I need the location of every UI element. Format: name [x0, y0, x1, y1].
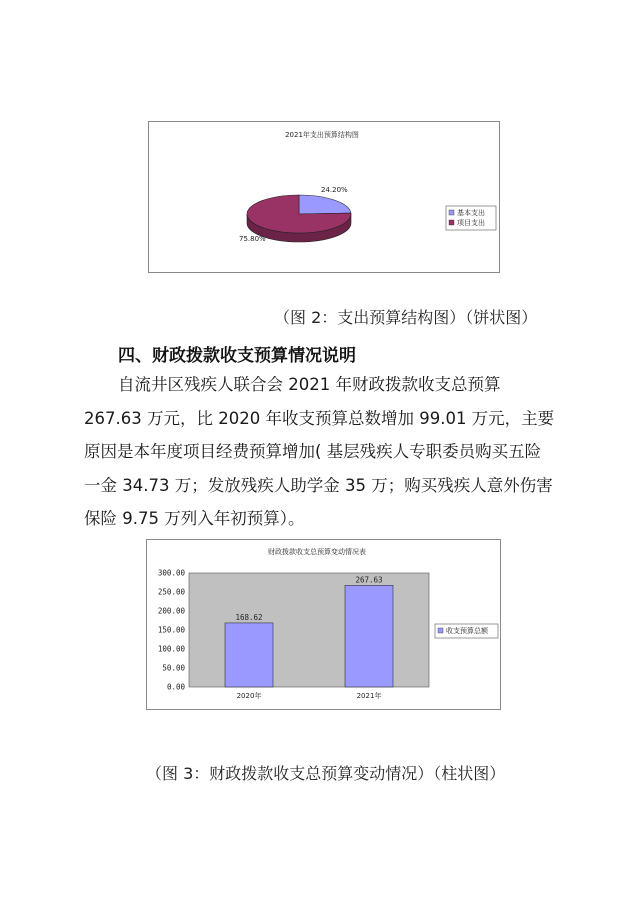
- pie-caption: （图 2：支出预算结构图）（饼状图）: [274, 308, 538, 327]
- y-tick-label: 100.00: [157, 644, 185, 654]
- bar: [345, 585, 393, 687]
- bar-chart-title: 财政拨款收支总预算变动情况表: [268, 548, 366, 556]
- bar-value-label: 168.62: [235, 612, 263, 622]
- y-tick-label: 250.00: [157, 587, 185, 597]
- y-tick-label: 200.00: [157, 606, 185, 616]
- paragraph-line: 保险 9.75 万列入年初预算）。: [84, 509, 305, 528]
- pie-slice-basic: [299, 195, 351, 214]
- bar-chart: [146, 539, 501, 710]
- legend-label-series: 收支预算总额: [446, 627, 488, 635]
- x-tick-label: 2020年: [236, 692, 262, 700]
- legend-label-project: 项目支出: [457, 219, 485, 227]
- y-tick-label: 150.00: [157, 625, 185, 635]
- bar: [225, 623, 273, 687]
- paragraph-line: 267.63 万元，比 2020 年收支预算总数增加 99.01 万元，主要: [84, 408, 555, 428]
- x-tick-label: 2021年: [356, 692, 382, 700]
- body-paragraph: [84, 368, 564, 536]
- pie-chart: [148, 121, 500, 273]
- legend-swatch-project: [449, 220, 454, 225]
- pie-legend: [446, 206, 496, 230]
- legend-label-basic: 基本支出: [457, 209, 485, 217]
- pie-chart-title: 2021年支出预算结构图: [285, 131, 359, 139]
- legend-swatch-series: [438, 628, 443, 633]
- y-tick-label: 0.00: [166, 682, 185, 692]
- paragraph-line: 原因是本年度项目经费预算增加( 基层残疾人专职委员购买五险: [84, 442, 542, 461]
- pie-label-project: 75.80%: [239, 235, 266, 243]
- y-tick-label: 50.00: [162, 663, 185, 673]
- x-axis-labels: [237, 691, 382, 700]
- legend-swatch-basic: [449, 210, 454, 215]
- y-tick-label: 300.00: [157, 568, 185, 578]
- paragraph-line: 一金 34.73 万；发放残疾人助学金 35 万；购买残疾人意外伤害: [84, 475, 553, 495]
- bar-chart-svg: [147, 540, 502, 711]
- y-axis-ticks: [158, 569, 186, 692]
- pie-label-basic: 24.20%: [321, 186, 348, 194]
- bar-legend: [435, 624, 498, 638]
- bar-value-label: 267.63: [355, 575, 383, 585]
- paragraph-line: 自流井区残疾人联合会 2021 年财政拨款收支总预算: [118, 375, 501, 394]
- pie-chart-svg: [149, 122, 501, 274]
- bar-caption: （图 3：财政拨款收支总预算变动情况）（柱状图）: [146, 764, 506, 783]
- section-heading: 四、财政拨款收支预算情况说明: [118, 346, 356, 366]
